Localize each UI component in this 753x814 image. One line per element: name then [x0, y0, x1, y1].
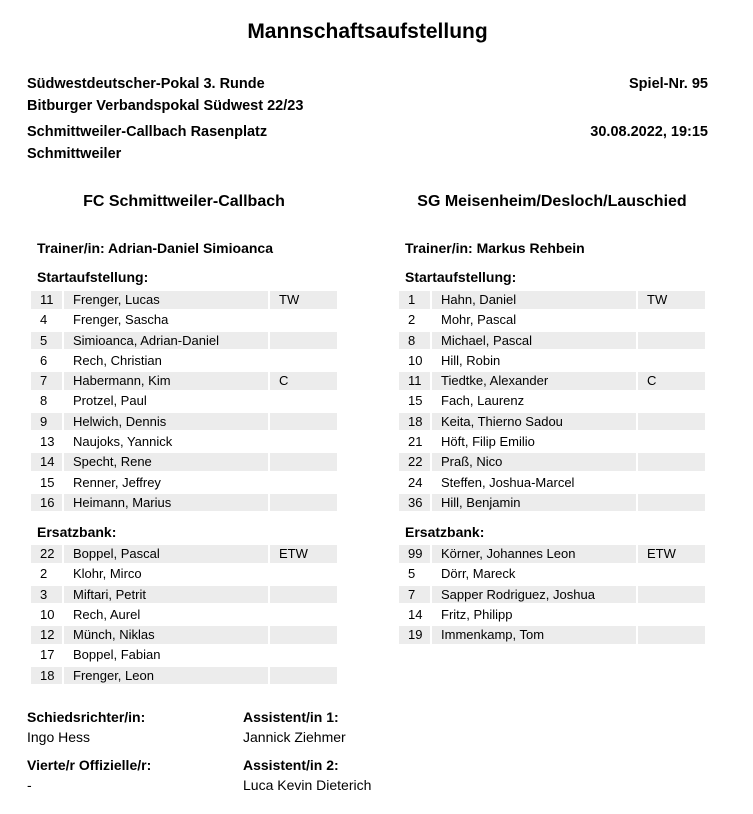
player-row [31, 311, 337, 331]
player-role [270, 332, 337, 350]
player-name: Dörr, Mareck [441, 566, 516, 582]
player-row [31, 494, 337, 514]
player-role [638, 494, 705, 512]
player-number: 17 [40, 647, 55, 663]
away-team-name: SG Meisenheim/Desloch/Lauschied [417, 193, 687, 210]
player-row [399, 291, 705, 311]
player-name: Boppel, Fabian [73, 647, 161, 663]
away-start-label: Startaufstellung: [405, 269, 517, 285]
player-name: Praß, Nico [432, 453, 636, 471]
player-row [31, 433, 337, 453]
player-role [638, 626, 705, 644]
player-name: Tiedtke, Alexander [432, 372, 636, 390]
player-role [270, 311, 337, 329]
player-name: Körner, Johannes Leon [432, 545, 636, 563]
player-number: 19 [399, 626, 430, 644]
player-name: Frenger, Leon [64, 667, 268, 685]
player-name: Naujoks, Yannick [73, 434, 173, 450]
away-start-list [399, 291, 705, 514]
player-role [270, 392, 337, 410]
player-number: 24 [408, 474, 423, 490]
player-role: C [638, 372, 705, 390]
player-number: 5 [408, 566, 416, 582]
player-name: Specht, Rene [64, 453, 268, 471]
player-role [270, 626, 337, 644]
referee-label: Schiedsrichter/in: [27, 709, 146, 725]
player-row [31, 626, 337, 646]
player-name: Helwich, Dennis [64, 413, 268, 431]
player-row [399, 372, 705, 392]
player-name: Rech, Aurel [73, 606, 141, 622]
player-number: 11 [31, 291, 62, 309]
player-role [270, 667, 337, 685]
player-name: Mohr, Pascal [441, 312, 517, 328]
player-role [270, 565, 337, 583]
player-number: 7 [399, 586, 430, 604]
player-number: 16 [31, 494, 62, 512]
assistant2-name: Luca Kevin Dieterich [243, 777, 372, 793]
player-name: Klohr, Mirco [73, 566, 142, 582]
player-row [31, 646, 337, 666]
player-name: Fritz, Philipp [441, 606, 513, 622]
player-name: Keita, Thierno Sadou [432, 413, 636, 431]
player-name: Münch, Niklas [64, 626, 268, 644]
player-row [31, 332, 337, 352]
home-coach: Trainer/in: Adrian-Daniel Simioanca [37, 240, 273, 256]
player-name: Steffen, Joshua-Marcel [441, 474, 575, 490]
player-number: 36 [399, 494, 430, 512]
player-row [399, 474, 705, 494]
player-role [270, 646, 337, 664]
away-bench-label: Ersatzbank: [405, 524, 485, 540]
player-role [638, 606, 705, 624]
fourth-official-name: - [27, 777, 32, 793]
player-number: 22 [31, 545, 62, 563]
player-name: Renner, Jeffrey [73, 474, 161, 490]
player-number: 5 [31, 332, 62, 350]
player-row [399, 453, 705, 473]
player-row [399, 311, 705, 331]
player-number: 6 [40, 352, 48, 368]
player-role [638, 392, 705, 410]
player-number: 10 [408, 352, 423, 368]
player-row [31, 291, 337, 311]
assistant2-label: Assistent/in 2: [243, 757, 339, 773]
player-row [31, 474, 337, 494]
player-role [270, 453, 337, 471]
player-role [638, 474, 705, 492]
venue-name: Schmittweiler-Callbach Rasenplatz [27, 124, 268, 140]
player-number: 14 [408, 606, 423, 622]
player-name: Heimann, Marius [64, 494, 268, 512]
player-role: ETW [270, 545, 337, 563]
player-name: Michael, Pascal [432, 332, 636, 350]
player-number: 12 [31, 626, 62, 644]
player-role [270, 474, 337, 492]
page-title: Mannschaftsaufstellung [247, 20, 488, 43]
player-row [399, 332, 705, 352]
player-role [638, 565, 705, 583]
player-role [270, 586, 337, 604]
player-number: 15 [408, 393, 423, 409]
player-row [31, 606, 337, 626]
player-name: Rech, Christian [73, 352, 162, 368]
player-row [399, 565, 705, 585]
player-row [399, 586, 705, 606]
player-number: 10 [40, 606, 55, 622]
player-number: 18 [399, 413, 430, 431]
player-role: TW [270, 291, 337, 309]
player-role [638, 352, 705, 370]
player-name: Hill, Benjamin [432, 494, 636, 512]
player-row [399, 413, 705, 433]
player-number: 4 [40, 312, 48, 328]
player-role [270, 352, 337, 370]
assistant1-name: Jannick Ziehmer [243, 729, 346, 745]
player-name: Frenger, Sascha [73, 312, 169, 328]
player-role: TW [638, 291, 705, 309]
player-name: Habermann, Kim [64, 372, 268, 390]
player-number: 99 [399, 545, 430, 563]
player-number: 7 [31, 372, 62, 390]
player-number: 1 [399, 291, 430, 309]
player-row [399, 606, 705, 626]
fourth-official-label: Vierte/r Offizielle/r: [27, 757, 152, 773]
player-role [270, 494, 337, 512]
player-name: Protzel, Paul [73, 393, 147, 409]
player-number: 8 [399, 332, 430, 350]
player-name: Simioanca, Adrian-Daniel [64, 332, 268, 350]
player-name: Sapper Rodriguez, Joshua [432, 586, 636, 604]
assistant1-label: Assistent/in 1: [243, 709, 339, 725]
referee-name: Ingo Hess [27, 729, 91, 745]
player-name: Hill, Robin [441, 352, 501, 368]
player-row [31, 565, 337, 585]
player-name: Frenger, Lucas [64, 291, 268, 309]
player-row [31, 372, 337, 392]
player-row [31, 667, 337, 687]
player-row [31, 586, 337, 606]
player-row [399, 626, 705, 646]
player-number: 9 [31, 413, 62, 431]
home-team-name: FC Schmittweiler-Callbach [83, 193, 285, 210]
game-number: Spiel-Nr. 95 [629, 76, 708, 92]
player-row [31, 453, 337, 473]
cup-name: Bitburger Verbandspokal Südwest 22/23 [27, 98, 304, 114]
player-row [399, 545, 705, 565]
player-number: 2 [408, 312, 416, 328]
player-row [399, 392, 705, 412]
player-role [270, 606, 337, 624]
player-role [270, 433, 337, 451]
player-name: Boppel, Pascal [64, 545, 268, 563]
player-role: ETW [638, 545, 705, 563]
player-number: 2 [40, 566, 48, 582]
player-row [31, 352, 337, 372]
player-number: 11 [399, 372, 430, 390]
player-role [638, 311, 705, 329]
player-row [399, 494, 705, 514]
home-bench-label: Ersatzbank: [37, 524, 117, 540]
player-name: Miftari, Petrit [64, 586, 268, 604]
player-row [31, 392, 337, 412]
competition-name: Südwestdeutscher-Pokal 3. Runde [27, 76, 265, 92]
away-coach: Trainer/in: Markus Rehbein [405, 240, 585, 256]
player-role [270, 413, 337, 431]
player-row [31, 413, 337, 433]
player-row [399, 352, 705, 372]
player-number: 22 [399, 453, 430, 471]
player-role [638, 586, 705, 604]
player-name: Immenkamp, Tom [432, 626, 636, 644]
player-number: 8 [40, 393, 48, 409]
player-row [399, 433, 705, 453]
player-number: 15 [40, 474, 55, 490]
home-start-list [31, 291, 337, 514]
player-number: 14 [31, 453, 62, 471]
player-role [638, 453, 705, 471]
player-role [638, 413, 705, 431]
home-bench-list [31, 545, 337, 687]
player-name: Fach, Laurenz [441, 393, 525, 409]
player-role: C [270, 372, 337, 390]
away-bench-list [399, 545, 705, 646]
match-datetime: 30.08.2022, 19:15 [590, 124, 708, 140]
player-name: Hahn, Daniel [432, 291, 636, 309]
player-number: 21 [408, 434, 423, 450]
player-name: Höft, Filip Emilio [441, 434, 535, 450]
player-number: 18 [31, 667, 62, 685]
home-start-label: Startaufstellung: [37, 269, 149, 285]
player-number: 13 [40, 434, 55, 450]
player-number: 3 [31, 586, 62, 604]
venue-city: Schmittweiler [27, 146, 122, 162]
player-role [638, 332, 705, 350]
player-row [31, 545, 337, 565]
player-role [638, 433, 705, 451]
